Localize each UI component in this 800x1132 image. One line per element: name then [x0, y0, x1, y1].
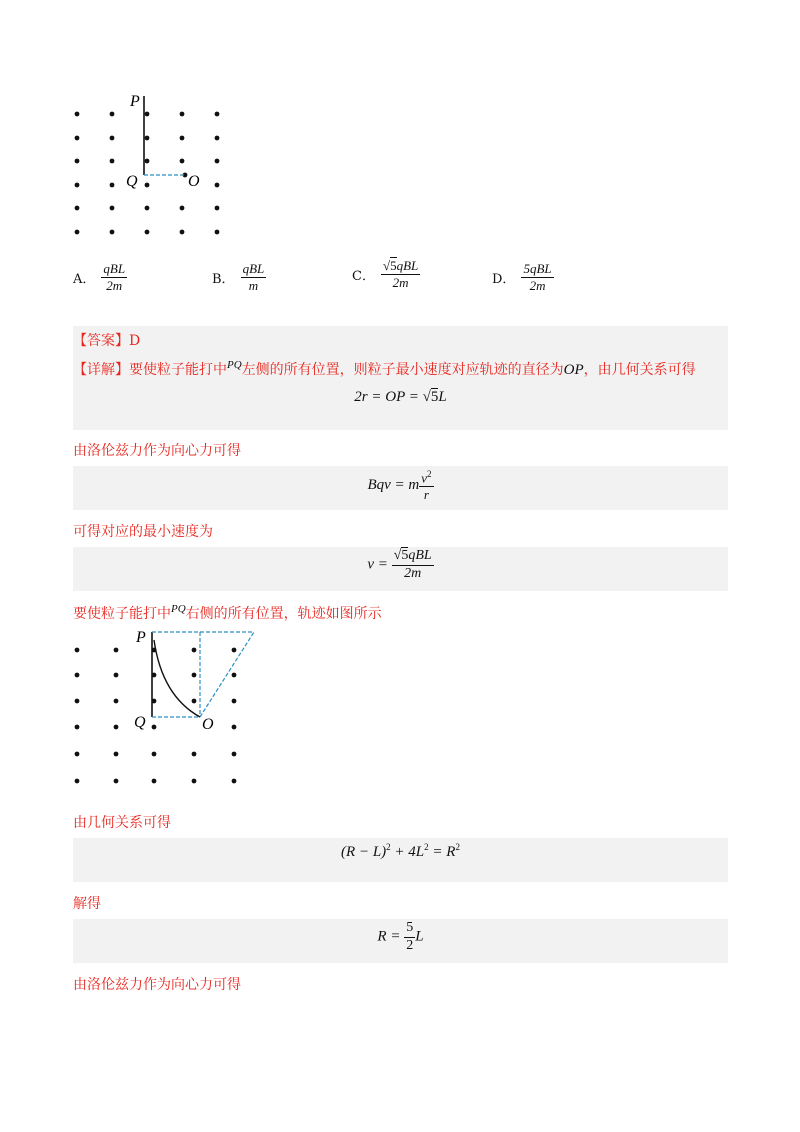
field-dot [75, 725, 80, 730]
line-right-text-2: 右侧的所有位置，轨迹如图所示 [185, 606, 382, 622]
equation-force-numerator [419, 470, 433, 487]
option-c[interactable] [352, 259, 420, 289]
equation-geometry [73, 842, 728, 861]
field-dot [215, 183, 220, 188]
line-geometry: 由几何关系可得 [73, 815, 171, 831]
field-dot [110, 112, 115, 117]
detail-pq: PQ [227, 359, 242, 371]
equation-force [73, 470, 728, 502]
equation-speed-numerator: √5qBL [392, 549, 434, 566]
field-dot [75, 779, 80, 784]
field-dot [232, 673, 237, 678]
equation-speed-fraction [392, 549, 434, 581]
option-d[interactable] [492, 262, 554, 292]
field-dot [192, 699, 197, 704]
option-d-letter: D． [492, 271, 516, 287]
detail-line [73, 359, 696, 379]
equation-geometry-exp-3: 2 [455, 842, 460, 852]
field-dot [75, 752, 80, 757]
answer-value: D [129, 333, 141, 349]
equation-geometry-mid: + 4L [390, 844, 425, 860]
answer-detail-box [73, 326, 728, 430]
option-c-numerator-rest: qBL [396, 258, 419, 273]
option-b-numerator: qBL [242, 261, 265, 276]
field-dot [110, 136, 115, 141]
detail-text-2: 左侧的所有位置，则粒子最小速度对应轨迹的直径为 [241, 362, 564, 378]
equation-radius-box [73, 919, 728, 963]
line-right-pq: PQ [171, 603, 186, 615]
equation-diameter: 2r = OP = √5L [354, 389, 447, 405]
field-dot [114, 725, 119, 730]
field-dot [152, 752, 157, 757]
label-p-2: P [136, 629, 146, 646]
equation-speed-lhs: v = [367, 556, 392, 573]
line-lorentz-2: 由洛伦兹力作为向心力可得 [73, 977, 241, 993]
field-dot [75, 673, 80, 678]
field-dot [110, 206, 115, 211]
field-dot [192, 673, 197, 678]
label-o: O [188, 173, 200, 190]
equation-speed-box [73, 547, 728, 591]
equation-diameter-radicand: 5 [430, 389, 439, 405]
field-dot [145, 159, 150, 164]
field-dot [180, 206, 185, 211]
line-right-text-1: 要使粒子能打中 [73, 606, 171, 622]
field-dot [75, 159, 80, 164]
detail-text-3: ，由几何关系可得 [583, 362, 696, 378]
answer-line [73, 330, 140, 350]
option-d-fraction [521, 262, 553, 292]
field-dot [110, 230, 115, 235]
equation-geometry-exp-2: 2 [424, 842, 429, 852]
equation-speed [73, 549, 728, 581]
detail-tag: 【详解】 [73, 362, 129, 378]
field-dot [232, 648, 237, 653]
equation-radius-denominator: 2 [406, 937, 414, 953]
option-a-denominator: 2m [106, 277, 123, 293]
equation-force-fraction [419, 470, 433, 502]
label-p: P [130, 93, 140, 110]
option-a-fraction [101, 262, 127, 292]
field-dot [192, 648, 197, 653]
field-dot [114, 779, 119, 784]
field-dot [75, 699, 80, 704]
figure-1-magnetic-field [60, 88, 240, 248]
field-dot [75, 112, 80, 117]
field-dot [152, 725, 157, 730]
field-dot [180, 112, 185, 117]
field-dot [180, 230, 185, 235]
equation-radius-lhs: R = [377, 928, 405, 945]
equation-geometry-open: (R − L) [341, 844, 387, 860]
field-dot [215, 230, 220, 235]
label-q: Q [126, 173, 138, 190]
equation-geometry-eq: = R [428, 844, 456, 860]
line-min-speed: 可得对应的最小速度为 [73, 524, 213, 540]
field-dot [180, 136, 185, 141]
field-dot [114, 752, 119, 757]
field-dot [215, 206, 220, 211]
equation-radius-numerator: 5 [404, 921, 415, 938]
field-dot [110, 183, 115, 188]
dashed-hypotenuse [200, 632, 254, 717]
detail-text-1: 要使粒子能打中 [129, 362, 227, 378]
equation-radius [73, 921, 728, 953]
equation-force-box [73, 466, 728, 510]
equation-force-lhs: Bqv = m [367, 477, 420, 494]
field-dot [114, 648, 119, 653]
option-c-numerator: √5qBL [382, 258, 419, 273]
field-dot [232, 725, 237, 730]
option-c-fraction [381, 259, 420, 289]
equation-speed-denominator: 2m [404, 565, 422, 581]
equation-force-v: v [421, 470, 428, 486]
label-q-2: Q [134, 714, 146, 731]
field-dot [232, 752, 237, 757]
option-b-denominator: m [248, 277, 259, 293]
equation-force-exponent: 2 [427, 469, 432, 479]
equation-geometry-box [73, 838, 728, 882]
option-d-numerator: 5qBL [523, 261, 552, 276]
option-a-letter: A． [73, 271, 96, 287]
field-dot [180, 159, 185, 164]
field-dot [75, 183, 80, 188]
field-dot [75, 648, 80, 653]
field-dot [145, 230, 150, 235]
field-dot [114, 673, 119, 678]
equation-radius-rhs: L [415, 928, 424, 945]
field-dot [215, 112, 220, 117]
label-o-2: O [202, 716, 214, 733]
line-solve: 解得 [73, 896, 101, 912]
field-dot [215, 136, 220, 141]
field-dot [145, 112, 150, 117]
equation-force-denominator: r [423, 486, 429, 502]
field-dot [192, 779, 197, 784]
field-dot [192, 752, 197, 757]
figure-2-trajectory [62, 624, 262, 794]
line-lorentz-1: 由洛伦兹力作为向心力可得 [73, 443, 241, 459]
equation-speed-numerator-rest: qBL [408, 548, 432, 563]
equation-radius-fraction [404, 921, 415, 953]
field-dot [75, 230, 80, 235]
line-right-side [73, 603, 382, 623]
field-dot [145, 206, 150, 211]
field-dot [75, 136, 80, 141]
equation-diameter-lhs: 2r = OP = [354, 389, 423, 405]
option-b-letter: B． [212, 271, 235, 287]
answer-tag: 【答案】 [73, 333, 129, 349]
field-dot [75, 206, 80, 211]
option-a-numerator: qBL [103, 261, 126, 276]
option-c-letter: C． [352, 268, 375, 284]
field-dot [152, 779, 157, 784]
option-c-denominator: 2m [392, 274, 409, 290]
field-dot [110, 159, 115, 164]
equation-speed-radicand: 5 [401, 548, 409, 563]
field-dot [114, 699, 119, 704]
field-dot [232, 699, 237, 704]
equation-diameter-l: L [438, 389, 447, 405]
option-d-denominator: 2m [529, 277, 546, 293]
option-b-fraction [241, 262, 267, 292]
field-dot [145, 136, 150, 141]
field-dot [145, 183, 150, 188]
field-dot [232, 779, 237, 784]
option-a[interactable] [73, 262, 127, 292]
option-b[interactable] [212, 262, 266, 292]
equation-geometry-exp-1: 2 [386, 842, 391, 852]
detail-op: OP [563, 362, 584, 378]
field-dot [215, 159, 220, 164]
